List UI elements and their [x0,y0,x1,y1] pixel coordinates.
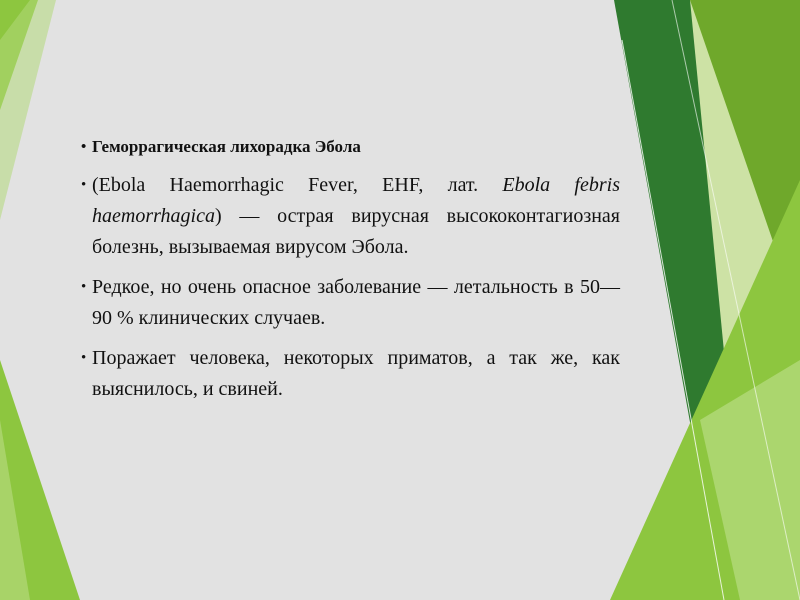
bullet-definition [80,170,620,263]
mortality-text: Редкое, но очень опасное заболевание — летальность в 50—90 % клинических случаев. [92,276,620,329]
bullet-dot: • [81,177,87,193]
bullet-dot: • [81,350,87,366]
bullet-mortality [80,272,620,334]
latin-name: Ebola febris haemorrhagica [92,174,620,227]
slide-content [80,134,620,414]
bullet-hosts [80,343,620,405]
definition-prefix: (Ebola Haemorrhagic Fever, EHF, лат. [92,174,503,196]
hosts-text: Поражает человека, некоторых приматов, а так же, как выяснилось, и свиней. [92,347,620,400]
bullet-dot: • [81,139,87,155]
definition-suffix: ) — острая вирусная высококонтагиозная болезнь, вызываемая вирусом Эбола. [92,205,620,258]
bullet-title [80,134,620,160]
left-light-stripe [0,0,56,220]
title-text: Геморрагическая лихорадка Эбола [92,137,361,156]
bullet-dot: • [81,279,87,295]
